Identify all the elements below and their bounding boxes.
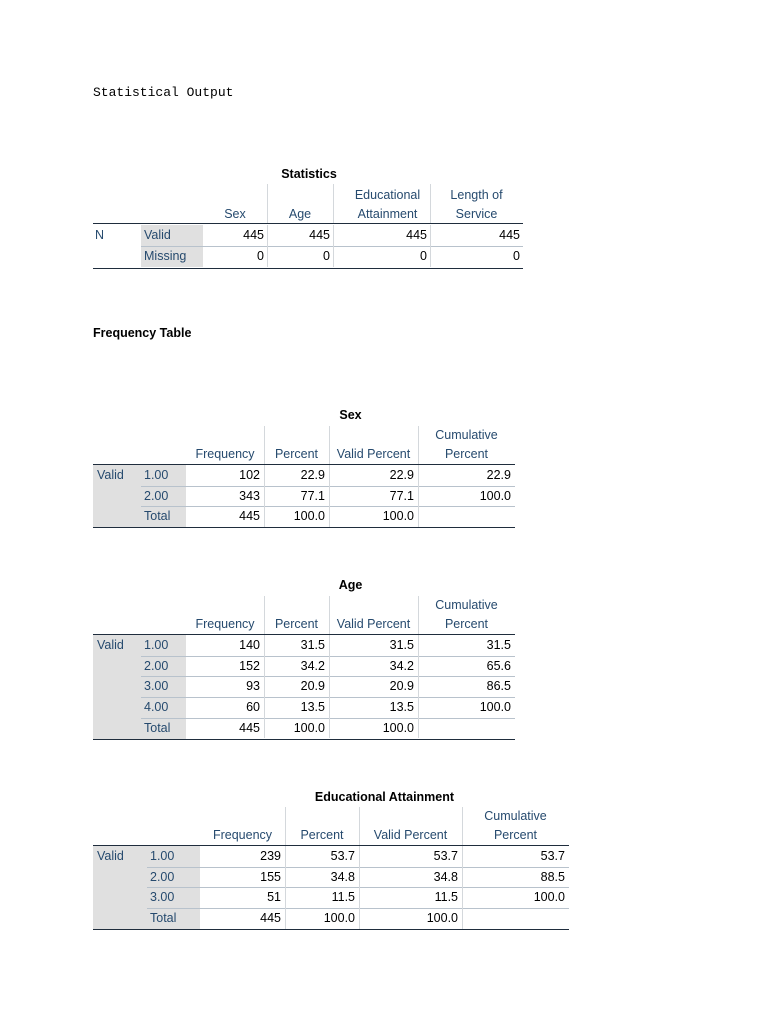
row-label: Total (144, 509, 171, 524)
column-divider (359, 867, 360, 888)
column-header: Frequency (195, 447, 255, 461)
column-header: Educational Attainment (354, 188, 421, 221)
column-divider (285, 807, 286, 845)
value-cell: 445 (309, 228, 330, 242)
value-cell: 445 (406, 228, 427, 242)
column-divider (329, 506, 330, 527)
footer-rule (93, 268, 523, 269)
column-divider (329, 676, 330, 697)
valid-label: Valid (97, 468, 124, 482)
value-cell: 22.9 (389, 468, 414, 482)
value-cell: 88.5 (540, 869, 565, 884)
value-cell: 20.9 (389, 679, 414, 694)
column-divider (285, 908, 286, 929)
value-cell: 86.5 (486, 679, 511, 694)
column-divider (267, 184, 268, 224)
n-label: N (95, 228, 105, 242)
column-divider (329, 426, 330, 464)
row-label: 4.00 (144, 700, 169, 715)
column-divider (359, 807, 360, 845)
row-label: 2.00 (150, 869, 175, 884)
column-divider (418, 426, 419, 464)
column-divider (264, 676, 265, 697)
column-divider (462, 846, 463, 867)
column-divider (418, 656, 419, 677)
column-divider (264, 718, 265, 739)
column-header: Age (288, 207, 312, 221)
column-divider (462, 887, 463, 908)
column-divider (329, 465, 330, 486)
value-cell: 445 (239, 509, 260, 524)
value-cell: 0 (323, 249, 330, 263)
column-divider (333, 246, 334, 267)
value-cell: 0 (513, 249, 520, 263)
column-divider (285, 867, 286, 888)
row-label: Valid (144, 228, 171, 242)
value-cell: 53.7 (540, 849, 565, 863)
footer-rule (93, 739, 515, 740)
table-title: Educational Attainment (314, 790, 455, 804)
column-divider (285, 846, 286, 867)
row-label: 3.00 (150, 890, 175, 905)
row-label: Total (144, 720, 171, 735)
row-label: 1.00 (144, 638, 169, 652)
page-title: Statistical Output (93, 85, 234, 100)
column-divider (264, 426, 265, 464)
valid-label: Valid (97, 849, 124, 863)
row-label: 3.00 (144, 679, 169, 694)
column-divider (418, 718, 419, 739)
footer-rule (93, 929, 569, 930)
column-divider (462, 807, 463, 845)
column-divider (418, 676, 419, 697)
value-cell: 140 (239, 638, 260, 652)
column-divider (264, 656, 265, 677)
column-divider (418, 596, 419, 634)
value-cell: 34.2 (389, 658, 414, 673)
row-label: Total (150, 911, 177, 926)
column-divider (359, 887, 360, 908)
row-label: Missing (144, 249, 187, 263)
row-label: 1.00 (150, 849, 175, 863)
column-header: Frequency (212, 828, 273, 842)
value-cell: 445 (499, 228, 520, 242)
column-header: Cumulative Percent (435, 598, 498, 631)
column-header: Length of Service (450, 188, 503, 221)
value-cell: 20.9 (300, 679, 325, 694)
column-header: Percent (300, 828, 344, 842)
column-divider (418, 697, 419, 718)
column-divider (462, 908, 463, 929)
column-divider (264, 596, 265, 634)
column-header: Percent (274, 617, 319, 631)
column-header: Valid Percent (373, 828, 448, 842)
column-divider (418, 465, 419, 486)
value-cell: 34.8 (330, 869, 355, 884)
frequency-table-heading: Frequency Table (93, 326, 192, 340)
value-cell: 11.5 (331, 890, 355, 905)
row-label: 2.00 (144, 658, 169, 673)
value-cell: 60 (246, 700, 260, 715)
column-divider (264, 486, 265, 507)
value-cell: 77.1 (389, 488, 414, 503)
column-divider (430, 225, 431, 246)
column-divider (359, 908, 360, 929)
value-cell: 34.2 (300, 658, 325, 673)
column-divider (462, 867, 463, 888)
table-title: Sex (339, 408, 362, 422)
value-cell: 13.5 (389, 700, 414, 715)
column-divider (264, 697, 265, 718)
column-divider (333, 184, 334, 224)
column-divider (329, 486, 330, 507)
value-cell: 100.0 (479, 700, 511, 715)
column-divider (329, 635, 330, 656)
column-header: Cumulative Percent (484, 809, 547, 842)
column-header: Percent (274, 447, 319, 461)
column-header: Valid Percent (336, 447, 411, 461)
value-cell: 100.0 (479, 488, 511, 503)
value-cell: 11.5 (434, 890, 458, 905)
value-cell: 13.5 (300, 700, 325, 715)
value-cell: 93 (246, 679, 260, 694)
column-header: Frequency (195, 617, 255, 631)
column-divider (329, 596, 330, 634)
value-cell: 445 (243, 228, 264, 242)
value-cell: 100.0 (382, 720, 414, 735)
value-cell: 53.7 (433, 849, 458, 863)
value-cell: 100.0 (323, 911, 355, 926)
column-divider (418, 506, 419, 527)
value-cell: 152 (239, 658, 260, 673)
column-divider (333, 225, 334, 246)
value-cell: 34.8 (433, 869, 458, 884)
value-cell: 31.5 (389, 638, 414, 652)
value-cell: 22.9 (300, 468, 325, 482)
value-cell: 343 (239, 488, 260, 503)
value-cell: 22.9 (486, 468, 511, 482)
value-cell: 445 (239, 720, 260, 735)
column-divider (359, 846, 360, 867)
value-cell: 31.5 (300, 638, 325, 652)
footer-rule (93, 527, 515, 528)
table-title: Age (338, 578, 363, 592)
value-cell: 31.5 (486, 638, 511, 652)
value-cell: 155 (260, 869, 281, 884)
column-divider (418, 486, 419, 507)
column-divider (329, 718, 330, 739)
column-divider (430, 184, 431, 224)
value-cell: 100.0 (533, 890, 565, 905)
value-cell: 100.0 (382, 509, 414, 524)
column-header: Sex (224, 207, 246, 221)
valid-label: Valid (97, 638, 124, 652)
column-header: Valid Percent (336, 617, 411, 631)
column-divider (267, 246, 268, 267)
value-cell: 77.1 (300, 488, 325, 503)
value-cell: 0 (257, 249, 264, 263)
column-divider (264, 635, 265, 656)
column-divider (329, 697, 330, 718)
value-cell: 51 (267, 890, 281, 905)
column-header: Cumulative Percent (435, 428, 498, 461)
value-cell: 100.0 (293, 720, 325, 735)
column-divider (267, 225, 268, 246)
value-cell: 100.0 (293, 509, 325, 524)
value-cell: 102 (239, 468, 260, 482)
header-rule (93, 223, 523, 224)
value-cell: 53.7 (330, 849, 355, 863)
value-cell: 445 (260, 911, 281, 926)
column-divider (264, 506, 265, 527)
value-cell: 100.0 (426, 911, 458, 926)
statistics-title: Statistics (281, 167, 337, 181)
column-divider (264, 465, 265, 486)
row-label: 1.00 (144, 468, 169, 482)
column-divider (418, 635, 419, 656)
column-divider (329, 656, 330, 677)
value-cell: 65.6 (486, 658, 511, 673)
column-divider (430, 246, 431, 267)
column-divider (285, 887, 286, 908)
value-cell: 239 (260, 849, 281, 863)
value-cell: 0 (420, 249, 427, 263)
row-label: 2.00 (144, 488, 169, 503)
